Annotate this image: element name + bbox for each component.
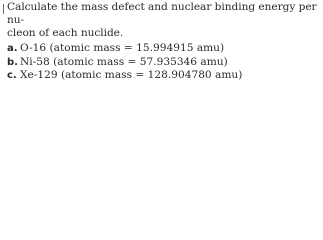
- problem-stem-line2: cleon of each nuclide.: [7, 27, 124, 39]
- margin-marker: [3, 4, 4, 14]
- part-text: O-16 (atomic mass = 15.994915 amu): [20, 42, 225, 54]
- part-a: [7, 42, 320, 56]
- part-letter: c.: [7, 70, 17, 82]
- problem: [2, 1, 320, 83]
- problem-stem-line1: Calculate the mass defect and nuclear binding energy per nu-: [7, 1, 317, 26]
- part-text: Ni-58 (atomic mass = 57.935346 amu): [20, 55, 228, 68]
- part-b: [7, 56, 320, 70]
- problem-parts: [7, 42, 320, 83]
- part-c: [7, 69, 320, 83]
- part-text: Xe-129 (atomic mass = 128.904780 amu): [20, 69, 243, 82]
- problem-stem: [7, 1, 320, 40]
- part-letter: a.: [7, 43, 18, 54]
- part-letter: b.: [7, 56, 18, 68]
